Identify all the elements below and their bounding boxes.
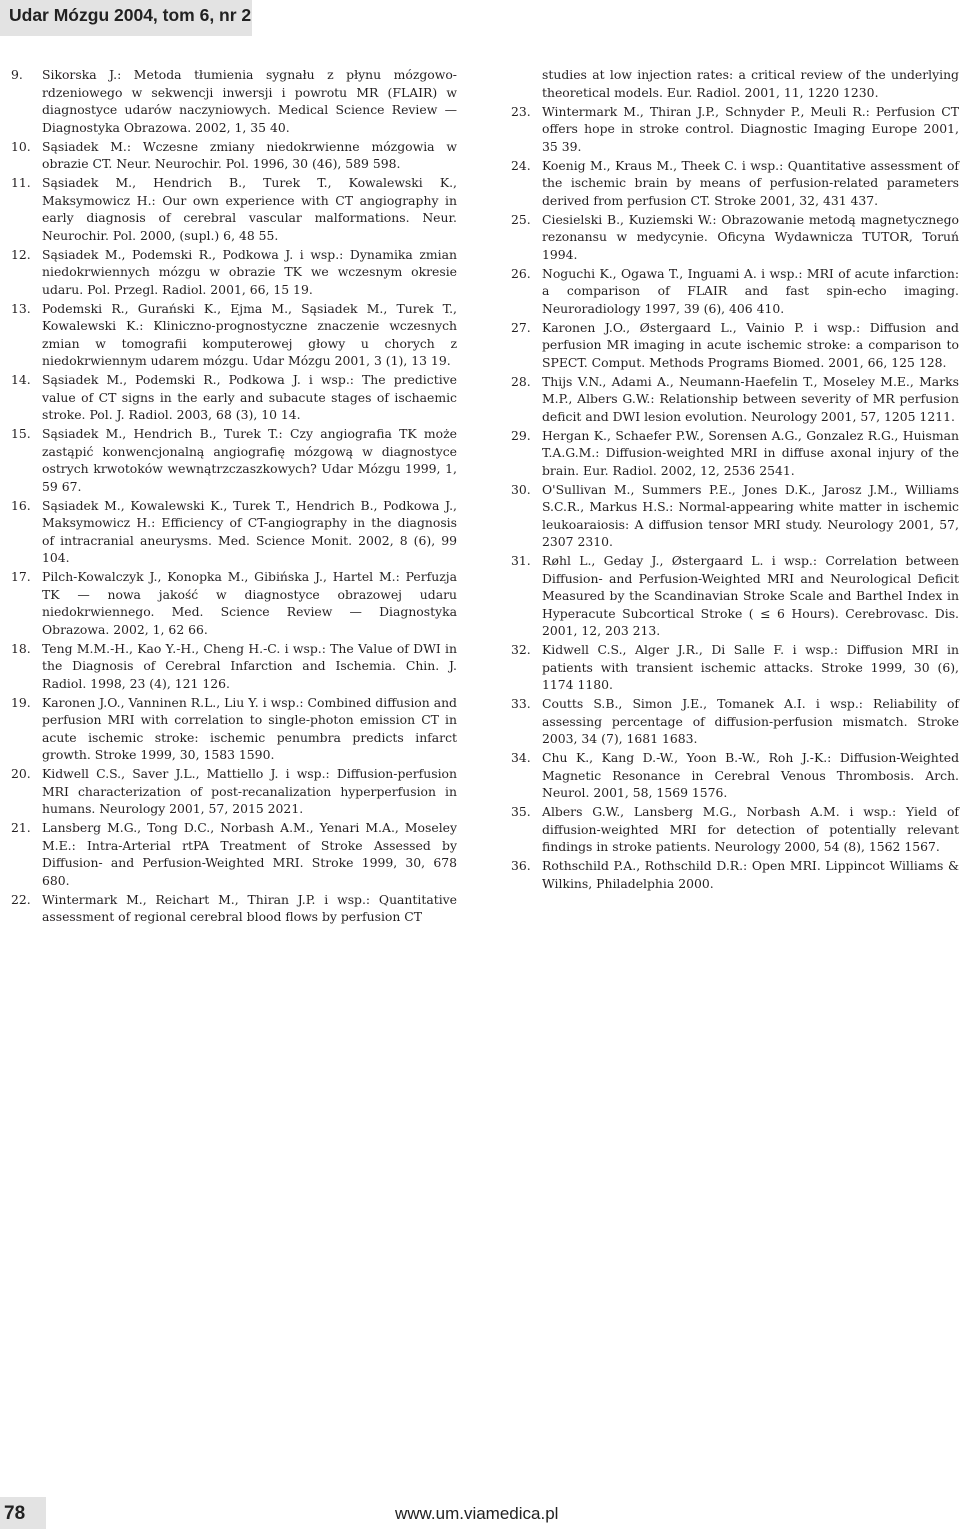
reference-number: 23.: [511, 103, 531, 119]
references-left-column: [11, 66, 457, 927]
reference-number: 32.: [511, 642, 531, 657]
reference-number: 19.: [11, 694, 31, 710]
reference-item: [11, 425, 457, 495]
reference-number: 9.: [11, 67, 23, 82]
reference-text: Podemski R., Gurański K., Ejma M., Sąsiadek M., Turek T., Kowalewski K.: Kliniczno-prognostyczne znaczenie wczesnych zmian w tomografii komputerowej głowy u chorych z niedokrwiennym udarem mózgu. Udar Mózgu 2001, 3 (1), 13 19.: [42, 300, 457, 368]
reference-text: Lansberg M.G., Tong D.C., Norbash A.M., Yenari M.A., Moseley M.E.: Intra-Arterial rtPA Treatment of Stroke Assessed by Diffusion- and Perfusion-Weighted MRI. Stroke 1999, 30, 678 680.: [42, 820, 457, 888]
reference-number: 33.: [511, 696, 531, 711]
reference-item: [11, 819, 457, 889]
reference-number: 14.: [11, 372, 31, 387]
reference-text: Rothschild P.A., Rothschild D.R.: Open MRI. Lippincot Williams & Wilkins, Philadelphia 2000.: [542, 858, 959, 891]
reference-number: 28.: [511, 373, 531, 389]
reference-text: Ciesielski B., Kuziemski W.: Obrazowanie metodą magnetycznego rezonansu w medycynie. Oficyna Wydawnicza TUTOR, Toruń 1994.: [542, 211, 959, 262]
reference-text: Teng M.M.-H., Kao Y.-H., Cheng H.-C. i wsp.: The Value of DWI in the Diagnosis of Cerebral Infarction and Ischemia. Chin. J. Radiol. 1998, 23 (4), 121 126.: [42, 640, 457, 691]
reference-text: Noguchi K., Ogawa T., Inguami A. i wsp.: MRI of acute infarction: a comparison of FLAIR and fast spin-echo imaging. Neuroradiology 1997, 39 (6), 406 410.: [542, 265, 959, 316]
reference-text: Albers G.W., Lansberg M.G., Norbash A.M. i wsp.: Yield of diffusion-weighted MRI for detection of potentially relevant findings in stroke patients. Neurology 2000, 54 (8), 1562 1567.: [542, 804, 959, 854]
reference-item: [511, 481, 959, 551]
reference-item: [511, 552, 959, 640]
reference-item: [11, 371, 457, 424]
reference-item: [11, 174, 457, 244]
reference-number: 12.: [11, 246, 31, 262]
reference-number: 30.: [511, 481, 531, 497]
reference-item: [511, 427, 959, 480]
reference-number: 27.: [511, 319, 531, 335]
reference-number: 13.: [11, 300, 31, 316]
reference-number: 36.: [511, 858, 531, 873]
reference-text: Sąsiadek M., Kowalewski K., Turek T., Hendrich B., Podkowa J., Maksymowicz H.: Efficiency of CT-angiography in the diagnosis of intracranial aneurysms. Med. Science Monit. 2002, 8 (6), 99 104.: [42, 497, 457, 565]
reference-item: [11, 568, 457, 638]
reference-item: [11, 497, 457, 567]
page-number: 78: [4, 1503, 26, 1524]
reference-item: [511, 319, 959, 372]
reference-number: 25.: [511, 211, 531, 227]
reference-item: [11, 138, 457, 173]
reference-number: 10.: [11, 138, 31, 154]
reference-number: 21.: [11, 820, 31, 835]
reference-number: 16.: [11, 497, 31, 513]
reference-item: [511, 695, 959, 748]
reference-number: 26.: [511, 265, 531, 281]
reference-text: Karonen J.O., Vanninen R.L., Liu Y. i wsp.: Combined diffusion and perfusion MRI with correlation to single-photon emission CT in acute ischemic stroke: ischemic penumbra predicts infarct growth. Stroke 1999, 30, 1583 1590.: [42, 694, 457, 762]
reference-text: Hergan K., Schaefer P.W., Sorensen A.G., Gonzalez R.G., Huisman T.A.G.M.: Diffusion-weighted MRI in diffuse axonal injury of the brain. Eur. Radiol. 2002, 12, 2536 2541.: [542, 427, 959, 478]
reference-text: Karonen J.O., Østergaard L., Vainio P. i wsp.: Diffusion and perfusion MR imaging in acute ischemic stroke: a comparison to SPECT. Comput. Methods Programs Biomed. 2001, 66, 125 128.: [542, 319, 959, 370]
reference-text: Koenig M., Kraus M., Theek C. i wsp.: Quantitative assessment of the ischemic brain by means of perfusion-related parameters derived from perfusion CT. Stroke 2001, 32, 431 437.: [542, 157, 959, 208]
journal-header: [0, 0, 252, 36]
reference-number: 15.: [11, 426, 31, 441]
page-number-box: [0, 1497, 46, 1529]
reference-item: [11, 66, 457, 136]
reference-text: Kidwell C.S., Alger J.R., Di Salle F. i wsp.: Diffusion MRI in patients with transient ischemic attacks. Stroke 1999, 30 (6), 1174 1180.: [542, 642, 959, 692]
reference-text: Chu K., Kang D.-W., Yoon B.-W., Roh J.-K.: Diffusion-Weighted Magnetic Resonance in Cerebral Venous Thrombosis. Arch. Neurol. 2001, 58, 1569 1576.: [542, 750, 959, 800]
reference-text: Kidwell C.S., Saver J.L., Mattiello J. i wsp.: Diffusion-perfusion MRI characterization of post-recanalization hyperperfusion in humans. Neurology 2001, 57, 2015 2021.: [42, 766, 457, 816]
reference-text: Sąsiadek M.: Wczesne zmiany niedokrwienne mózgowia w obrazie CT. Neur. Neurochir. Pol. 1996, 30 (46), 589 598.: [42, 138, 457, 171]
reference-text: Coutts S.B., Simon J.E., Tomanek A.I. i wsp.: Reliability of assessing percentage of diffusion-perfusion mismatch. Stroke 2003, 34 (7), 1681 1683.: [542, 696, 959, 746]
reference-text: Thijs V.N., Adami A., Neumann-Haefelin T., Moseley M.E., Marks M.P., Albers G.W.: Relationship between severity of MR perfusion deficit and DWI lesion evolution. Neurology 2001, 57, 1205 1211.: [542, 373, 959, 424]
reference-item: [11, 640, 457, 693]
reference-item: [511, 265, 959, 318]
reference-text: Wintermark M., Thiran J.P., Schnyder P., Meuli R.: Perfusion CT offers hope in stroke control. Diagnostic Imaging Europe 2001, 35 39.: [542, 103, 959, 154]
reference-item: [511, 157, 959, 210]
reference-text: Sąsiadek M., Podemski R., Podkowa J. i wsp.: Dynamika zmian niedokrwiennych mózgu w obrazie TK we wczesnym okresie udaru. Pol. Przegl. Radiol. 2001, 66, 15 19.: [42, 246, 457, 297]
reference-item: [511, 373, 959, 426]
reference-number: 20.: [11, 766, 31, 781]
reference-item: [11, 765, 457, 818]
references-right-column: [511, 66, 959, 894]
reference-number: 17.: [11, 569, 31, 584]
reference-item: [511, 857, 959, 892]
reference-item: [511, 749, 959, 802]
reference-text: Wintermark M., Reichart M., Thiran J.P. i wsp.: Quantitative assessment of regional cerebral blood flows by perfusion CT: [42, 891, 457, 924]
website-link[interactable]: www.um.viamedica.pl: [395, 1504, 559, 1523]
reference-text: O'Sullivan M., Summers P.E., Jones D.K., Jarosz J.M., Williams S.C.R., Markus H.S.: Normal-appearing white matter in ischemic leukoaraiosis: A diffusion tensor MRI study. Neurology 2001, 57, 2307 2310.: [542, 481, 959, 549]
reference-number: 24.: [511, 157, 531, 173]
reference-continuation: studies at low injection rates: a critical review of the underlying theoretical models. Eur. Radiol. 2001, 11, 1220 1230.: [542, 67, 959, 100]
reference-text: Sąsiadek M., Hendrich B., Turek T.: Czy angiografia TK może zastąpić konwencjonalną angiografię mózgową w diagnostyce ostrych krwotoków wewnątrzczaszkowych? Udar Mózgu 1999, 1, 59 67.: [42, 426, 457, 494]
reference-text: Sąsiadek M., Hendrich B., Turek T., Kowalewski K., Maksymowicz H.: Our own experience with CT angiography in early diagnosis of cerebral vascular malformations. Neur. Neurochir. Pol. 2000, (supl.) 6, 48 55.: [42, 175, 457, 243]
reference-item: [511, 211, 959, 264]
reference-text: Sąsiadek M., Podemski R., Podkowa J. i wsp.: The predictive value of CT signs in the early and subacute stages of ischaemic stroke. Pol. J. Radiol. 2003, 68 (3), 10 14.: [42, 372, 457, 422]
reference-number: 29.: [511, 427, 531, 443]
reference-number: 35.: [511, 804, 531, 819]
reference-number: 18.: [11, 640, 31, 656]
reference-number: 34.: [511, 750, 531, 765]
reference-item: [11, 300, 457, 370]
reference-item: [11, 246, 457, 299]
reference-item: [11, 694, 457, 764]
reference-item: [511, 641, 959, 694]
journal-title: Udar Mózgu 2004, tom 6, nr 2: [9, 5, 252, 25]
reference-text: Røhl L., Geday J., Østergaard L. i wsp.: Correlation between Diffusion- and Perfusion-Weighted MRI and Neurological Deficit Measured by the Scandinavian Stroke Scale and Barthel Index in Hyperacute Subcortical Stroke ( ≤ 6 Hours). Cerebrovasc. Dis. 2001, 12, 203 213.: [542, 553, 959, 638]
reference-text: Sikorska J.: Metoda tłumienia sygnału z płynu mózgowo-rdzeniowego w sekwencji inwersji i powrotu MR (FLAIR) w diagnostyce udarów naczyniowych. Medical Science Review — Diagnostyka Obrazowa. 2002, 1, 35 40.: [42, 67, 457, 135]
page-footer: [0, 1497, 960, 1529]
reference-item: [11, 891, 457, 926]
reference-item: [511, 103, 959, 156]
reference-number: 31.: [511, 553, 531, 568]
reference-item: [511, 803, 959, 856]
reference-number: 11.: [11, 175, 31, 190]
reference-text: Pilch-Kowalczyk J., Konopka M., Gibińska J., Hartel M.: Perfuzja TK — nowa jakość w diagnostyce obrazowej udaru niedokrwiennego. Med. Science Review — Diagnostyka Obrazowa. 2002, 1, 62 66.: [42, 569, 457, 637]
reference-number: 22.: [11, 891, 31, 907]
